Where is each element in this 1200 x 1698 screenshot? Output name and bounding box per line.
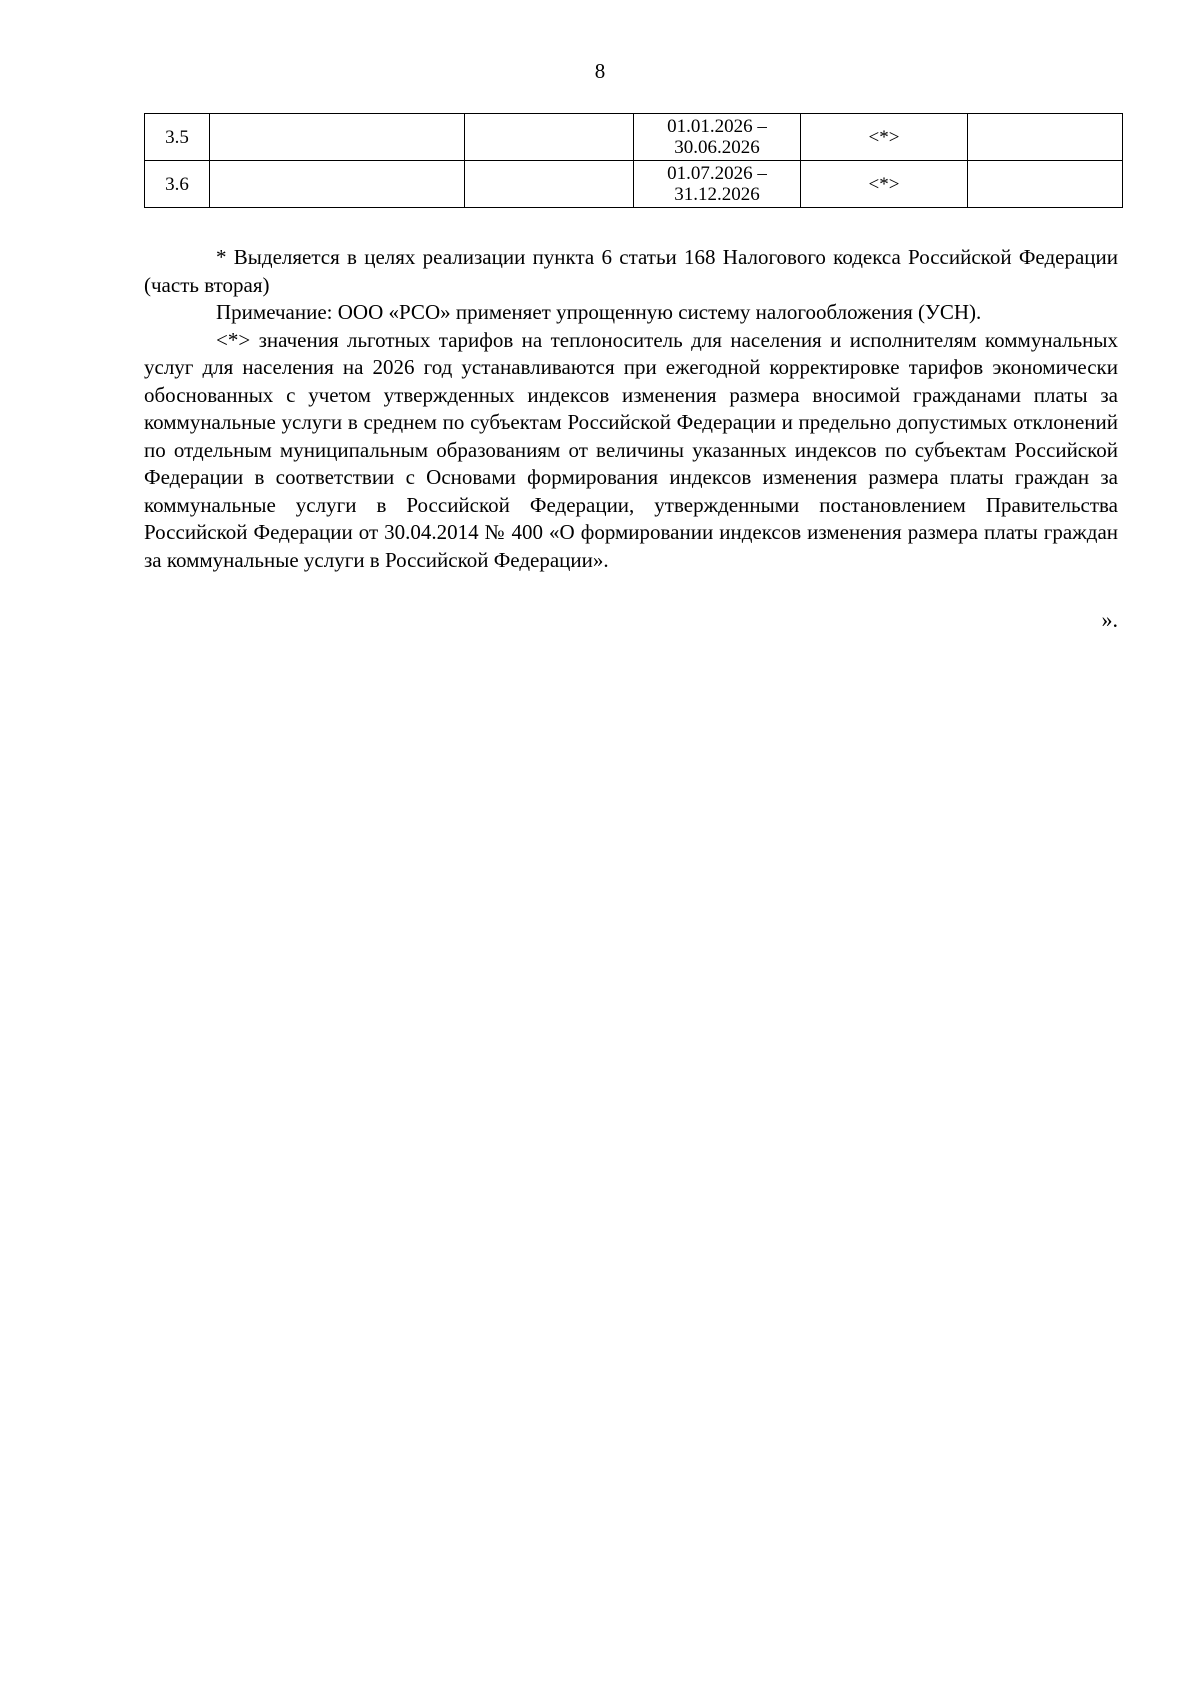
empty-cell — [210, 114, 465, 161]
table-row — [145, 161, 1123, 208]
footnote-paragraph: * Выделяется в целях реализации пункта 6 статьи 168 Налогового кодекса Российской Федерации (часть вторая) — [144, 245, 1118, 297]
period-cell — [634, 114, 801, 161]
empty-cell — [465, 161, 634, 208]
tariff-table — [144, 113, 1123, 208]
table-row — [145, 114, 1123, 161]
empty-cell — [210, 161, 465, 208]
page-number: 8 — [594, 59, 606, 83]
empty-cell — [465, 114, 634, 161]
row-number-cell: 3.5 — [145, 114, 210, 161]
notes-section — [144, 244, 1118, 574]
empty-cell — [968, 161, 1123, 208]
period-cell — [634, 161, 801, 208]
closing-quote: ». — [1101, 607, 1118, 632]
period-end: 30.06.2026 — [674, 137, 760, 158]
tariff-value-cell: <*> — [801, 161, 968, 208]
tariff-value-cell: <*> — [801, 114, 968, 161]
explanation-paragraph: <*> значения льготных тарифов на теплоноситель для населения и исполнителям коммунальных услуг для населения на 2026 год устанавливаются при ежегодной корректировке тарифов экономически обоснованных с учетом утвержденных индексов изменения размера вносимой гражданами платы за коммунальные услуги в среднем по субъектам Российской Федерации и предельно допустимых отклонений по отдельным муниципальным образованиям от величины указанных индексов по субъектам Российской Федерации в соответствии с Основами формирования индексов изменения размера платы граждан за коммунальные услуги в Российской Федерации, утвержденными постановлением Правительства Российской Федерации от 30.04.2014 № 400 «О формировании индексов изменения размера платы граждан за коммунальные услуги в Российской Федерации». — [144, 327, 1118, 572]
remark-paragraph: Примечание: ООО «РСО» применяет упрощенную систему налогообложения (УСН). — [216, 300, 982, 324]
row-number-cell: 3.6 — [145, 161, 210, 208]
period-start: 01.01.2026 – — [667, 116, 767, 137]
period-start: 01.07.2026 – — [667, 163, 767, 184]
period-end: 31.12.2026 — [674, 184, 760, 205]
empty-cell — [968, 114, 1123, 161]
